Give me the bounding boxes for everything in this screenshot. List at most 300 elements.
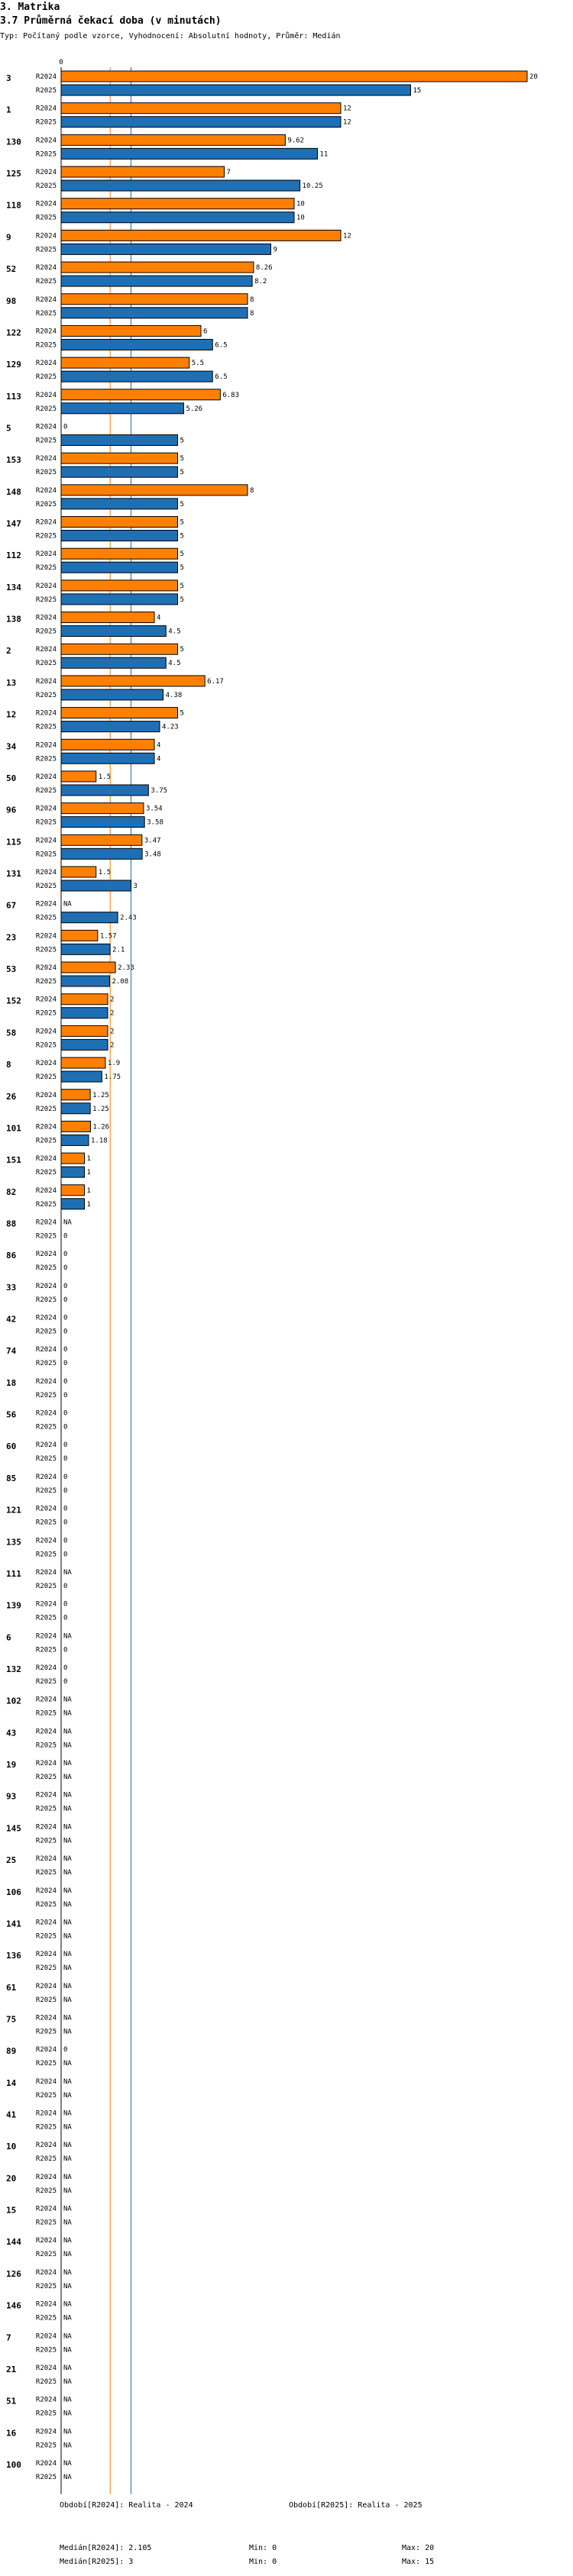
category-label: 148: [6, 486, 21, 497]
category-label: 56: [6, 1409, 17, 1420]
series-label: R2024: [35, 1441, 57, 1450]
min-2025-text: Min: 0: [249, 2558, 277, 2566]
series-label: R2025: [35, 500, 57, 508]
series-label: R2025: [35, 1009, 57, 1018]
category-label: 101: [6, 1123, 21, 1134]
category-label: 19: [6, 1760, 17, 1771]
data-label: 0: [63, 1519, 68, 1527]
data-label: 1.26: [92, 1123, 110, 1131]
series-label: R2025: [35, 2346, 57, 2355]
series-label: R2024: [35, 455, 57, 463]
bar-R2024: [61, 962, 115, 973]
bar-R2025: [61, 753, 154, 763]
series-label: R2025: [35, 1232, 57, 1241]
category-label: 152: [6, 996, 21, 1006]
data-label: 2.1: [112, 946, 125, 954]
category-label: 42: [6, 1314, 17, 1325]
data-label: 1.9: [107, 1060, 121, 1068]
category-label: 126: [6, 2268, 21, 2279]
bar-R2025: [61, 531, 178, 541]
median-2025-text: Medián[R2025]: 3: [60, 2558, 134, 2566]
data-label: 5: [180, 532, 184, 541]
series-label: R2024: [35, 677, 57, 686]
series-label: R2024: [35, 2237, 57, 2245]
bar-R2025: [61, 85, 411, 95]
bar-R2025: [61, 1039, 108, 1050]
data-label: 0: [63, 1346, 68, 1354]
series-label: R2025: [35, 2028, 57, 2036]
category-label: 130: [6, 137, 21, 147]
category-label: 43: [6, 1728, 17, 1738]
series-label: R2025: [35, 150, 57, 159]
data-label: 0: [63, 1551, 68, 1559]
series-label: R2024: [35, 614, 57, 622]
series-label: R2025: [35, 1105, 57, 1113]
bar-R2025: [61, 912, 118, 923]
category-label: 23: [6, 932, 17, 943]
data-label: NA: [63, 1932, 72, 1941]
series-label: R2025: [35, 405, 57, 413]
category-label: 136: [6, 1951, 21, 1961]
data-label: 2: [110, 996, 115, 1004]
data-label: 8: [250, 309, 254, 318]
data-label: 2.33: [118, 964, 134, 973]
data-label: NA: [63, 1728, 72, 1736]
series-label: R2025: [35, 1742, 57, 1750]
series-label: R2025: [35, 1423, 57, 1432]
category-label: 2: [6, 646, 11, 657]
bar-R2024: [61, 357, 189, 368]
data-label: 20: [529, 73, 538, 81]
series-label: R2024: [35, 1251, 57, 1259]
category-label: 151: [6, 1155, 21, 1166]
category-label: 138: [6, 614, 21, 625]
bar-R2024: [61, 644, 178, 654]
chart-subtitle: Typ: Počítaný podle vzorce, Vyhodnocení: Absolutní hodnoty, Průměr: Medián: [0, 32, 341, 40]
bar-R2025: [61, 1199, 85, 1209]
bar-R2024: [61, 453, 178, 463]
series-label: R2025: [35, 660, 57, 668]
series-label: R2024: [35, 1855, 57, 1864]
bar-R2024: [61, 1089, 90, 1100]
series-label: R2024: [35, 1282, 57, 1290]
category-label: 6: [6, 1632, 11, 1643]
category-label: 147: [6, 518, 21, 529]
category-label: 131: [6, 869, 21, 879]
series-label: R2025: [35, 309, 57, 318]
category-label: 118: [6, 200, 21, 211]
bar-R2025: [61, 976, 109, 986]
series-label: R2024: [35, 773, 57, 781]
data-label: 3.75: [151, 786, 168, 795]
category-label: 26: [6, 1091, 17, 1102]
series-label: R2025: [35, 883, 57, 890]
data-label: 4.23: [162, 723, 179, 731]
category-label: 82: [6, 1186, 17, 1197]
data-label: 0: [63, 1614, 68, 1622]
bar-R2024: [61, 134, 285, 145]
bar-R2025: [61, 180, 300, 191]
series-label: R2025: [35, 1869, 57, 1877]
bar-R2025: [61, 499, 178, 509]
data-label: 8.26: [255, 264, 273, 273]
series-label: R2024: [35, 1632, 57, 1641]
data-label: 0: [63, 1391, 68, 1399]
series-label: R2024: [35, 2014, 57, 2022]
data-label: NA: [63, 900, 72, 909]
category-label: 132: [6, 1664, 21, 1674]
data-label: NA: [63, 2410, 72, 2418]
series-label: R2024: [35, 2428, 57, 2436]
data-label: 5: [180, 469, 184, 477]
bar-R2024: [61, 1153, 85, 1164]
series-label: R2025: [35, 1964, 57, 1973]
bar-R2025: [61, 212, 294, 223]
series-label: R2025: [35, 1519, 57, 1527]
series-label: R2024: [35, 1123, 57, 1131]
data-label: NA: [63, 2364, 72, 2372]
series-label: R2025: [35, 1073, 57, 1082]
data-label: NA: [63, 2251, 72, 2259]
data-label: 5: [180, 564, 184, 573]
data-label: 5: [180, 646, 184, 654]
axis-zero-label: 0: [59, 59, 63, 66]
series-label: R2025: [35, 214, 57, 222]
bar-R2025: [61, 403, 183, 414]
data-label: 2.08: [112, 978, 129, 986]
series-label: R2024: [35, 2332, 57, 2341]
category-label: 129: [6, 360, 21, 370]
category-label: 51: [6, 2396, 17, 2407]
data-label: 0: [63, 1377, 68, 1386]
series-label: R2025: [35, 2377, 57, 2386]
series-label: R2024: [35, 1505, 57, 1513]
category-label: 135: [6, 1537, 21, 1548]
data-label: NA: [63, 1791, 72, 1800]
series-label: R2025: [35, 341, 57, 350]
data-label: 10.25: [302, 182, 323, 191]
data-label: NA: [63, 1951, 72, 1959]
data-label: NA: [63, 1982, 72, 1990]
data-label: 0: [63, 1455, 68, 1464]
data-label: 5.26: [186, 405, 203, 413]
category-label: 13: [6, 677, 17, 688]
data-label: 8.2: [254, 278, 267, 286]
data-label: NA: [63, 1696, 72, 1704]
data-label: 10: [296, 214, 305, 222]
bar-R2025: [61, 689, 163, 700]
category-label: 98: [6, 295, 17, 306]
category-label: 25: [6, 1855, 17, 1866]
category-label: 9: [6, 232, 11, 243]
series-label: R2025: [35, 1169, 57, 1177]
data-label: 4: [157, 755, 161, 763]
category-label: 139: [6, 1600, 21, 1611]
data-label: 1.25: [92, 1091, 109, 1099]
data-label: 0: [63, 1314, 68, 1322]
bar-R2024: [61, 294, 248, 305]
data-label: 1.75: [104, 1073, 121, 1082]
series-label: R2024: [35, 837, 57, 845]
series-label: R2024: [35, 2205, 57, 2213]
series-label: R2025: [35, 2219, 57, 2227]
series-label: R2025: [35, 1582, 57, 1590]
category-label: 52: [6, 264, 17, 275]
data-label: NA: [63, 1919, 72, 1927]
series-label: R2024: [35, 996, 57, 1004]
data-label: NA: [63, 2474, 72, 2481]
data-label: NA: [63, 1964, 72, 1973]
category-label: 58: [6, 1028, 17, 1038]
category-label: 146: [6, 2300, 21, 2311]
data-label: 15: [413, 87, 422, 95]
bar-R2024: [61, 103, 341, 114]
data-label: 4: [157, 614, 161, 622]
series-label: R2025: [35, 691, 57, 699]
series-label: R2024: [35, 1823, 57, 1832]
data-label: 4: [157, 741, 161, 750]
category-label: 60: [6, 1441, 17, 1452]
data-label: NA: [63, 2142, 72, 2150]
series-label: R2025: [35, 373, 57, 382]
series-label: R2025: [35, 1391, 57, 1399]
bar-R2025: [61, 466, 178, 477]
bar-R2024: [61, 485, 248, 496]
data-label: 3.54: [145, 805, 163, 813]
category-label: 112: [6, 550, 21, 561]
series-label: R2024: [35, 2268, 57, 2277]
series-label: R2025: [35, 1932, 57, 1941]
data-label: 12: [343, 118, 351, 127]
data-label: NA: [63, 1709, 72, 1718]
category-label: 21: [6, 2364, 17, 2374]
data-label: 0: [63, 1282, 68, 1290]
data-label: 1: [86, 1186, 91, 1195]
legend-period-2025: Období[R2025]: Realita - 2025: [289, 2501, 422, 2510]
bar-R2024: [61, 739, 154, 750]
category-label: 134: [6, 582, 21, 592]
series-label: R2024: [35, 1982, 57, 1990]
data-label: 0: [63, 1296, 68, 1304]
bar-R2025: [61, 817, 144, 828]
category-label: 111: [6, 1568, 21, 1579]
data-label: 7: [226, 169, 231, 177]
category-label: 3: [6, 73, 11, 83]
category-label: 89: [6, 2046, 17, 2057]
series-label: R2025: [35, 1455, 57, 1464]
category-label: 144: [6, 2237, 21, 2248]
series-label: R2024: [35, 550, 57, 559]
series-label: R2024: [35, 709, 57, 718]
series-label: R2025: [35, 1551, 57, 1559]
series-label: R2025: [35, 182, 57, 191]
series-label: R2024: [35, 518, 57, 527]
series-label: R2024: [35, 2142, 57, 2150]
bar-R2025: [61, 434, 178, 445]
series-label: R2025: [35, 2474, 57, 2481]
series-label: R2025: [35, 278, 57, 286]
data-label: 4.5: [168, 628, 181, 636]
series-label: R2025: [35, 2410, 57, 2418]
data-label: 9.62: [287, 137, 305, 145]
data-label: NA: [63, 1742, 72, 1750]
category-label: 33: [6, 1282, 17, 1293]
series-label: R2025: [35, 87, 57, 95]
data-label: 0: [63, 1582, 68, 1590]
category-label: 106: [6, 1887, 21, 1897]
bar-R2024: [61, 389, 220, 400]
category-label: 12: [6, 709, 17, 720]
series-label: R2025: [35, 469, 57, 477]
data-label: NA: [63, 2332, 72, 2341]
bar-R2025: [61, 1071, 102, 1082]
data-label: 5: [180, 596, 184, 604]
series-label: R2025: [35, 246, 57, 254]
series-label: R2024: [35, 582, 57, 590]
bar-R2024: [61, 517, 178, 528]
series-label: R2024: [35, 1791, 57, 1800]
data-label: 9: [273, 246, 277, 254]
series-label: R2025: [35, 1360, 57, 1368]
bar-R2025: [61, 1008, 108, 1018]
median-2024-text: Medián[R2024]: 2.105: [60, 2544, 152, 2552]
bar-R2025: [61, 657, 166, 668]
bar-R2024: [61, 1185, 85, 1196]
data-label: 5: [180, 518, 184, 527]
category-label: 50: [6, 773, 17, 783]
data-label: NA: [63, 2442, 72, 2450]
max-2025-text: Max: 15: [402, 2558, 435, 2566]
data-label: 1.57: [99, 932, 117, 941]
category-label: 141: [6, 1919, 21, 1929]
data-label: NA: [63, 2219, 72, 2227]
data-label: NA: [63, 2173, 72, 2181]
data-label: 1.5: [98, 773, 112, 781]
bar-R2025: [61, 721, 160, 732]
series-label: R2024: [35, 1728, 57, 1736]
data-label: 4.5: [168, 660, 181, 668]
category-label: 74: [6, 1346, 17, 1357]
category-label: 18: [6, 1377, 17, 1388]
series-label: R2024: [35, 900, 57, 909]
data-label: 10: [296, 200, 305, 208]
data-label: 6.5: [215, 341, 228, 350]
category-label: 10: [6, 2142, 17, 2152]
category-label: 16: [6, 2428, 17, 2439]
data-label: NA: [63, 1996, 72, 2004]
series-label: R2025: [35, 1296, 57, 1304]
series-label: R2025: [35, 2251, 57, 2259]
data-label: 1: [86, 1155, 91, 1164]
bar-R2025: [61, 244, 271, 254]
data-label: NA: [63, 1887, 72, 1895]
series-label: R2025: [35, 1487, 57, 1495]
data-label: NA: [63, 1805, 72, 1813]
bar-R2024: [61, 230, 341, 240]
data-label: NA: [63, 2028, 72, 2036]
series-label: R2024: [35, 1600, 57, 1609]
series-label: R2024: [35, 360, 57, 368]
series-label: R2025: [35, 1200, 57, 1209]
series-label: R2025: [35, 1678, 57, 1686]
data-label: NA: [63, 2300, 72, 2309]
series-label: R2024: [35, 2077, 57, 2086]
series-label: R2025: [35, 2442, 57, 2450]
series-label: R2025: [35, 1837, 57, 1845]
series-label: R2024: [35, 1568, 57, 1577]
category-label: 67: [6, 900, 17, 911]
series-label: R2024: [35, 964, 57, 973]
series-label: R2025: [35, 1805, 57, 1813]
data-label: 0: [63, 423, 68, 431]
bar-R2025: [61, 944, 110, 954]
series-label: R2024: [35, 232, 57, 240]
series-label: R2025: [35, 2091, 57, 2100]
data-label: 0: [63, 1664, 68, 1672]
series-label: R2024: [35, 486, 57, 495]
bar-R2025: [61, 785, 148, 796]
category-label: 1: [6, 105, 11, 115]
series-label: R2024: [35, 1314, 57, 1322]
data-label: 2: [110, 1009, 115, 1018]
bar-R2024: [61, 1025, 108, 1036]
series-label: R2024: [35, 1155, 57, 1164]
series-label: R2024: [35, 1537, 57, 1545]
series-label: R2024: [35, 1887, 57, 1895]
data-label: NA: [63, 2014, 72, 2022]
min-2024-text: Min: 0: [249, 2544, 277, 2552]
section-heading: 3. Matrika: [0, 2, 60, 13]
bar-R2025: [61, 276, 252, 286]
data-label: 12: [343, 105, 351, 113]
data-label: NA: [63, 2110, 72, 2118]
bar-R2024: [61, 199, 294, 209]
series-label: R2025: [35, 786, 57, 795]
data-label: NA: [63, 1568, 72, 1577]
category-label: 96: [6, 805, 17, 815]
series-label: R2025: [35, 628, 57, 636]
series-label: R2024: [35, 1951, 57, 1959]
bar-R2024: [61, 580, 178, 591]
bar-R2024: [61, 803, 144, 814]
data-label: 5: [180, 709, 184, 718]
series-label: R2025: [35, 1614, 57, 1622]
series-label: R2024: [35, 2460, 57, 2468]
data-label: 8: [250, 295, 254, 304]
series-label: R2024: [35, 105, 57, 113]
data-label: 0: [63, 1600, 68, 1609]
data-label: NA: [63, 1869, 72, 1877]
data-label: NA: [63, 2205, 72, 2213]
data-label: 6.17: [207, 677, 224, 686]
data-label: NA: [63, 1774, 72, 1782]
series-label: R2025: [35, 1328, 57, 1336]
series-label: R2024: [35, 1219, 57, 1227]
category-label: 153: [6, 455, 21, 466]
series-label: R2024: [35, 1409, 57, 1418]
series-label: R2025: [35, 1264, 57, 1273]
series-label: R2025: [35, 564, 57, 573]
data-label: 0: [63, 1232, 68, 1241]
series-label: R2025: [35, 532, 57, 541]
data-label: 0: [63, 1328, 68, 1336]
data-label: 5: [180, 500, 184, 508]
data-label: 1.5: [98, 869, 112, 876]
series-label: R2024: [35, 2173, 57, 2181]
data-label: 2: [110, 1041, 115, 1050]
series-label: R2025: [35, 1646, 57, 1654]
bar-R2024: [61, 71, 527, 82]
